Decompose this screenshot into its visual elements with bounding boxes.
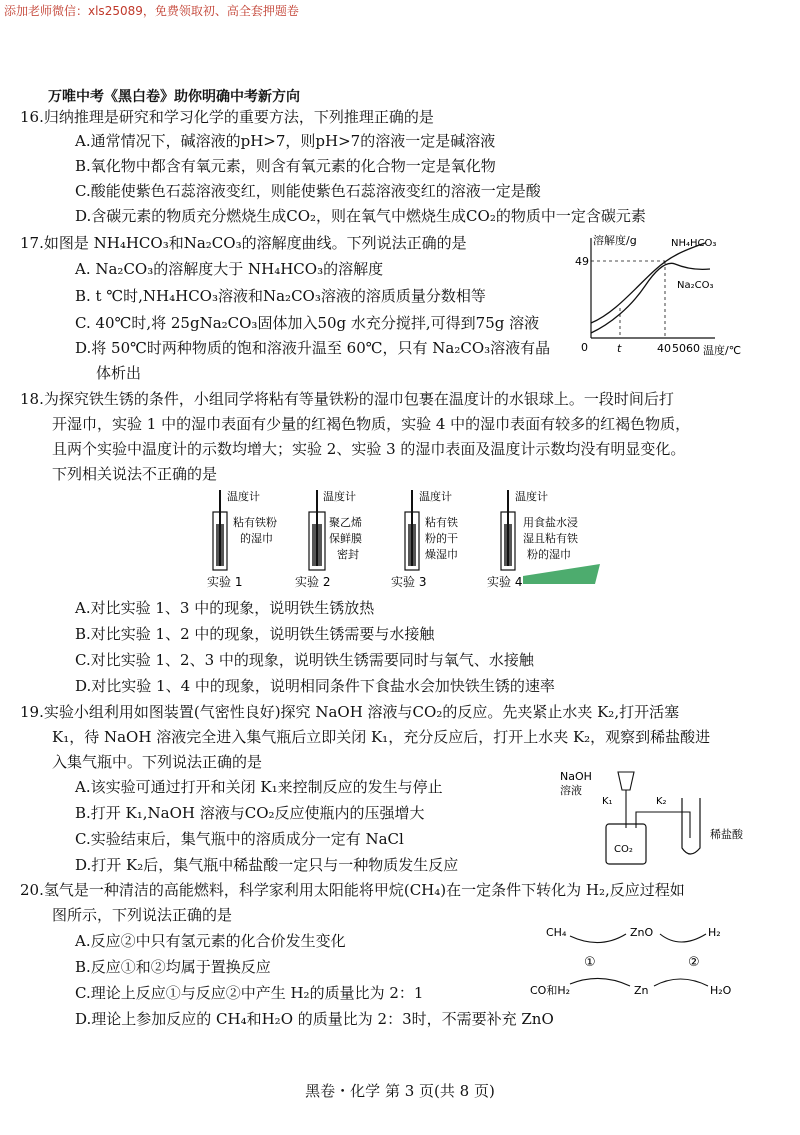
experiment-4 <box>487 489 600 589</box>
q16-stem: 16.归纳推理是研究和学习化学的重要方法，下列推理正确的是 <box>20 108 434 126</box>
q18-line3: 且两个实验中温度计的示数均增大；实验 2、实验 3 的湿巾表面及温度计示数均没有明显变化。 <box>52 440 686 458</box>
x-tick-50: 50 <box>672 342 686 355</box>
q18-line1: 18.为探究铁生锈的条件，小组同学将粘有等量铁粉的湿巾包裹在温度计的水银球上。一段时间后打 <box>20 390 674 408</box>
y-tick-49: 49 <box>575 255 589 268</box>
exp3-label-2: 粉的干 <box>425 532 458 545</box>
q17-option-b: B. t ℃时,NH₄HCO₃溶液和Na₂CO₃溶液的溶质质量分数相等 <box>75 287 486 305</box>
exp2-label-1: 聚乙烯 <box>329 516 362 529</box>
q16-option-b: B.氧化物中都含有氧元素，则含有氧元素的化合物一定是氧化物 <box>75 157 496 175</box>
q17-option-d-line1: D.将 50℃时两种物质的饱和溶液升温至 60℃，只有 Na₂CO₃溶液有晶 <box>75 339 551 357</box>
q16-option-a: A.通常情况下，碱溶液的pH>7，则pH>7的溶液一定是碱溶液 <box>75 132 496 150</box>
exp4-label-2: 湿且粘有铁 <box>523 532 578 545</box>
q18-option-b: B.对比实验 1、2 中的现象，说明铁生锈需要与水接触 <box>75 625 435 643</box>
q19-line3: 入集气瓶中。下列说法正确的是 <box>52 753 263 771</box>
zn-label: Zn <box>634 984 649 997</box>
q20-option-b: B.反应①和②均属于置换反应 <box>75 958 271 976</box>
q18-option-c: C.对比实验 1、2、3 中的现象，说明铁生锈需要同时与氧气、水接触 <box>75 651 534 669</box>
naoh-apparatus-figure <box>560 768 770 868</box>
naoh-label: NaOH <box>560 770 592 783</box>
exp4-label-1: 用食盐水浸 <box>523 516 578 529</box>
solution-label: 溶液 <box>560 784 582 797</box>
section-header: 万唯中考《黑白卷》助你明确中考新方向 <box>48 89 300 105</box>
q19-option-a: A.该实验可通过打开和关闭 K₁来控制反应的发生与停止 <box>75 778 443 796</box>
y-axis-label: 溶解度/g <box>593 234 637 247</box>
exp2-label-2: 保鲜膜 <box>329 532 362 545</box>
q16-option-c: C.酸能使紫色石蕊溶液变红，则能使紫色石蕊溶液变红的溶液一定是酸 <box>75 182 541 200</box>
exp4-label-3: 粉的湿巾 <box>527 548 571 561</box>
x-axis-label: 温度/℃ <box>703 344 742 357</box>
exp3-label-1: 粘有铁 <box>425 516 458 529</box>
q20-option-a: A.反应②中只有氢元素的化合价发生变化 <box>75 932 346 950</box>
x-tick-t: t <box>617 342 622 355</box>
q19-line1: 19.实验小组利用如图装置(气密性良好)探究 NaOH 溶液与CO₂的反应。先夹紧止水夹 K₂,打开活塞 <box>20 703 680 721</box>
reaction-1-label: ① <box>584 955 596 970</box>
q17-stem: 17.如图是 NH₄HCO₃和Na₂CO₃的溶解度曲线。下列说法正确的是 <box>20 234 467 252</box>
q18-line4: 下列相关说法不正确的是 <box>52 465 218 483</box>
arc-right-bottom <box>654 979 708 986</box>
x-tick-60: 60 <box>686 342 700 355</box>
exp1-label-1: 粘有铁粉 <box>233 516 277 529</box>
arc-left-top <box>570 934 626 943</box>
reaction-2-label: ② <box>688 955 700 970</box>
arc-left-bottom <box>570 978 630 986</box>
exp1-label-2: 的湿巾 <box>240 532 273 545</box>
co2-label: CO₂ <box>614 844 633 855</box>
experiment-2 <box>295 489 362 589</box>
ch4-label: CH₄ <box>546 926 567 939</box>
q17-option-d-line2: 体析出 <box>96 364 142 382</box>
q20-line2: 图所示，下列说法正确的是 <box>52 906 233 924</box>
q20-option-c: C.理论上反应①与反应②中产生 H₂的质量比为 2：1 <box>75 984 424 1002</box>
experiment-3 <box>391 489 458 589</box>
q20-option-d: D.理论上参加反应的 CH₄和H₂O 的质量比为 2：3时，不需要补充 ZnO <box>75 1010 554 1028</box>
q16-option-d: D.含碳元素的物质充分燃烧生成CO₂，则在氧气中燃烧生成CO₂的物质中一定含碳元素 <box>75 207 646 225</box>
x-tick-40: 40 <box>657 342 671 355</box>
exp1-name: 实验 1 <box>207 575 243 589</box>
exp3-name: 实验 3 <box>391 575 427 589</box>
series-label-nh4hco3: NH₄HCO₃ <box>671 238 717 249</box>
u-tube <box>682 798 700 854</box>
q18-line2: 开湿巾，实验 1 中的湿巾表面有少量的红褐色物质，实验 4 中的湿巾表面有较多的红褐色物质， <box>52 415 691 433</box>
reaction-cycle-figure <box>530 922 760 1002</box>
page-footer: 黑卷・化学 第 3 页(共 8 页) <box>305 1082 495 1100</box>
exp2-thermometer-label: 温度计 <box>323 490 356 503</box>
exp2-name: 实验 2 <box>295 575 331 589</box>
arc-right-top <box>660 934 706 942</box>
q19-option-d: D.打开 K₂后，集气瓶中稀盐酸一定只与一种物质发生反应 <box>75 856 459 874</box>
q19-line2: K₁，待 NaOH 溶液完全进入集气瓶后立即关闭 K₁，充分反应后，打开上水夹 K₂，观察到稀盐酸进 <box>52 728 711 746</box>
exp2-label-3: 密封 <box>337 548 359 561</box>
exp4-name: 实验 4 <box>487 575 523 589</box>
experiment-1 <box>207 489 277 589</box>
solubility-chart <box>575 228 775 366</box>
exp3-thermometer-label: 温度计 <box>419 490 452 503</box>
exp1-thermometer-label: 温度计 <box>227 490 260 503</box>
rust-experiment-figure <box>205 488 605 590</box>
q18-option-a: A.对比实验 1、3 中的现象，说明铁生锈放热 <box>75 599 375 617</box>
h2o-label: H₂O <box>710 984 732 997</box>
co-h2-label: CO和H₂ <box>530 984 571 997</box>
q17-option-a: A. Na₂CO₃的溶解度大于 NH₄HCO₃的溶解度 <box>75 260 384 278</box>
exp3-label-3: 燥湿巾 <box>425 548 458 561</box>
hcl-label: 稀盐酸 <box>710 828 743 841</box>
q17-option-c: C. 40℃时,将 25gNa₂CO₃固体加入50g 水充分搅拌,可得到75g 溶液 <box>75 314 540 332</box>
q19-option-c: C.实验结束后，集气瓶中的溶质成分一定有 NaCl <box>75 830 404 848</box>
separatory-funnel <box>618 772 634 790</box>
k2-label: K₂ <box>656 796 667 807</box>
green-mark <box>523 564 600 584</box>
series-label-na2co3: Na₂CO₃ <box>677 280 714 291</box>
exp4-thermometer-label: 温度计 <box>515 490 548 503</box>
q20-line1: 20.氢气是一种清洁的高能燃料，科学家利用太阳能将甲烷(CH₄)在一定条件下转化为 H₂,反应过程如 <box>20 881 685 899</box>
origin-label: 0 <box>581 341 588 354</box>
promo-note: 添加老师微信：xls25089，免费领取初、高全套押题卷 <box>4 4 299 18</box>
h2-top-label: H₂ <box>708 926 721 939</box>
k1-label: K₁ <box>602 796 613 807</box>
zno-label: ZnO <box>630 926 654 939</box>
q18-option-d: D.对比实验 1、4 中的现象，说明相同条件下食盐水会加快铁生锈的速率 <box>75 677 555 695</box>
q19-option-b: B.打开 K₁,NaOH 溶液与CO₂反应使瓶内的压强增大 <box>75 804 425 822</box>
